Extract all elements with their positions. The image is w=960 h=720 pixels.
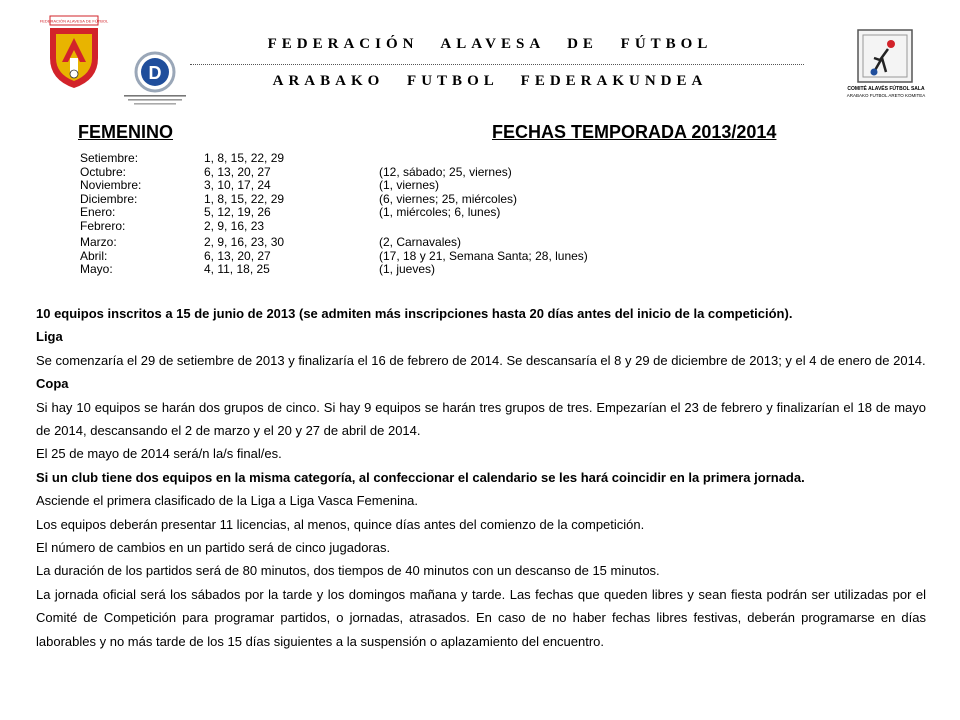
calendar-note: (17, 18 y 21, Semana Santa; 28, lunes) — [379, 248, 588, 263]
sports-excellence-badge-logo — [120, 50, 190, 108]
substitutions-paragraph: El número de cambios en un partido será de cinco jugadoras. — [36, 540, 391, 556]
futsal-committee-logo — [844, 28, 928, 100]
calendar-note: (1, miércoles; 6, lunes) — [379, 205, 501, 219]
season-heading: FECHAS TEMPORADA 2013/2014 — [492, 122, 777, 142]
calendar-month: Febrero: — [80, 218, 126, 233]
calendar-dates: 3, 10, 17, 24 — [204, 178, 271, 192]
calendar-dates: 2, 9, 16, 23, 30 — [204, 235, 285, 249]
calendar-month: Octubre: — [80, 164, 127, 179]
svg-text:FEDERACIÓN ALAVESA DE FÚTBOL: FEDERACIÓN ALAVESA DE FÚTBOL — [39, 18, 109, 24]
svg-text:COMITÉ ALAVÉS FÚTBOL SALA: COMITÉ ALAVÉS FÚTBOL SALA — [847, 86, 925, 92]
calendar-dates: 6, 13, 20, 27 — [204, 248, 271, 263]
federation-title-basque: ARABAKO FUTBOL FEDERAKUNDEA — [272, 73, 708, 89]
calendar-note: (12, sábado; 25, viernes) — [379, 164, 512, 179]
calendar-month: Diciembre: — [80, 191, 138, 206]
promotion-paragraph: Asciende el primera clasificado de la Liga a Liga Vasca Femenina. — [36, 493, 419, 509]
calendar-dates: 2, 9, 16, 23 — [204, 218, 265, 233]
liga-heading: Liga — [36, 329, 63, 345]
calendar-dates: 1, 8, 15, 22, 29 — [204, 151, 285, 165]
calendar-month: Marzo: — [80, 235, 117, 249]
competition-rules — [36, 302, 926, 653]
copa-paragraph: Si hay 10 equipos se harán dos grupos de cinco. Si hay 9 equipos se harán tres grupos de tres. Empezarían el 23 de febrero y finalizarían el 18 de mayo de 2014, descansando el 2 de marzo y el 20 y 27 de abril de 2014. — [36, 399, 926, 439]
official-schedule-paragraph: La jornada oficial será los sábados por la tarde y los domingos mañana y tarde. Las fechas que queden libres y sean fiesta podrán ser utilizadas por el Comité de Competición para programar partidos, o jornadas, atrasados. En caso de no haber fechas libres festivas, deberán programarse en días laborables y no más tarde de los 15 días siguientes a la suspensión o aplazamiento del encuentro. — [36, 586, 926, 649]
calendar-month: Enero: — [80, 205, 116, 219]
final-paragraph: El 25 de mayo de 2014 será/n la/s final/es. — [36, 446, 282, 462]
calendar-note: (6, viernes; 25, miércoles) — [379, 191, 518, 206]
calendar-month: Mayo: — [80, 262, 113, 276]
calendar-note: (1, jueves) — [379, 262, 436, 276]
calendar-dates: 6, 13, 20, 27 — [204, 164, 271, 179]
calendar-dates: 1, 8, 15, 22, 29 — [204, 191, 285, 206]
copa-heading: Copa — [36, 376, 69, 392]
liga-paragraph: Se comenzaría el 29 de setiembre de 2013 y finalizaría el 16 de febrero de 2014. Se descansaría el 8 y 29 de diciembre de 2013; y el 4 de enero de 2014. — [36, 352, 926, 368]
calendar-month: Abril: — [80, 248, 108, 263]
federation-title-spanish: FEDERACIÓN ALAVESA DE FÚTBOL — [267, 36, 713, 52]
calendar-dates: 4, 11, 18, 25 — [204, 262, 270, 276]
svg-text:D: D — [148, 63, 162, 83]
club-rule-paragraph: Si un club tiene dos equipos en la misma categoría, al confeccionar el calendario se les hará coincidir en la primera jornada. — [36, 469, 805, 485]
calendar-note: (1, viernes) — [379, 178, 440, 192]
header-divider — [190, 64, 804, 65]
svg-text:ARABAKO FUTBOL ARETO KOMITEA: ARABAKO FUTBOL ARETO KOMITEA — [846, 93, 926, 98]
registration-paragraph: 10 equipos inscritos a 15 de junio de 2013 (se admiten más inscripciones hasta 20 días antes del inicio de la competición). — [36, 306, 793, 321]
calendar-dates: 5, 12, 19, 26 — [204, 205, 271, 219]
licenses-paragraph: Los equipos deberán presentar 11 licencias, al menos, quince días antes del comienzo de la competición. — [36, 516, 645, 532]
federation-shield-logo — [39, 14, 109, 90]
calendar-note: (2, Carnavales) — [379, 235, 462, 249]
calendar-month: Setiembre: — [80, 151, 139, 165]
calendar-month: Noviembre: — [80, 178, 142, 192]
category-heading: FEMENINO — [78, 122, 174, 142]
duration-paragraph: La duración de los partidos será de 80 minutos, dos tiempos de 40 minutos con un descanso de 15 minutos. — [36, 563, 660, 579]
